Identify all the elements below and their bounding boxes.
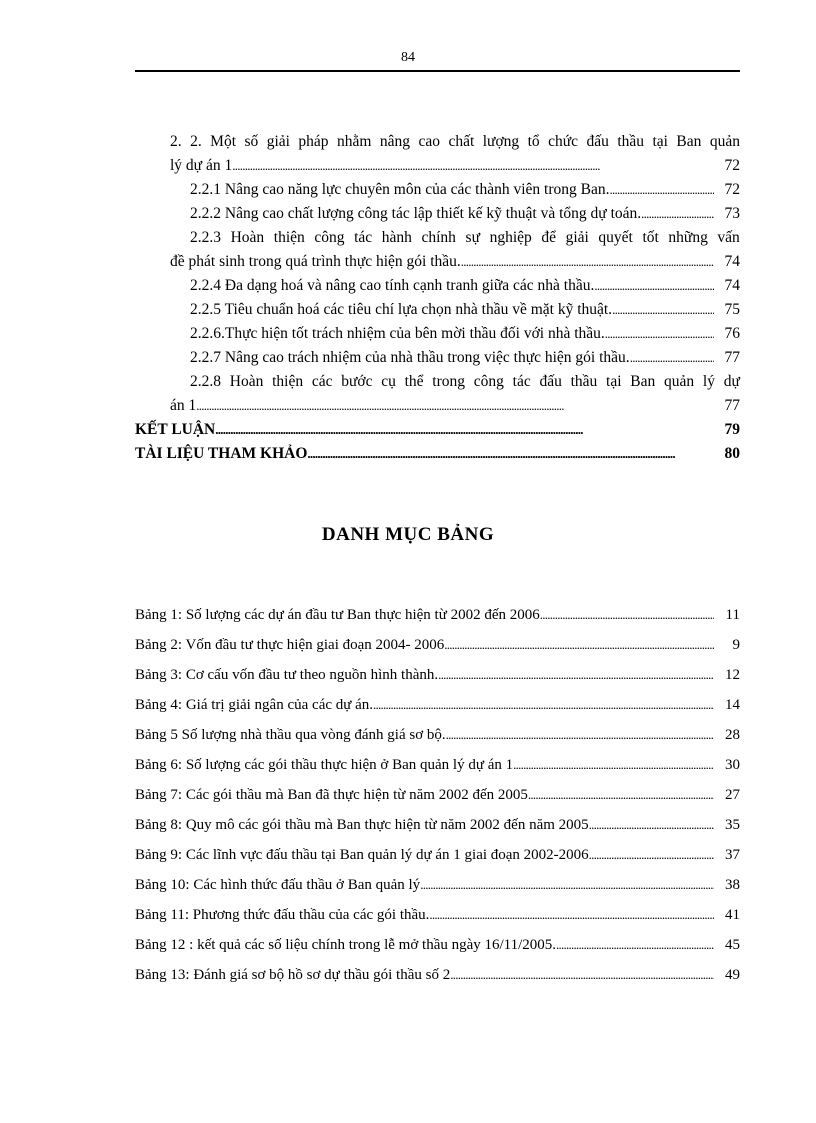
toc-entry-title: 2.2.1 Nâng cao năng lực chuyên môn của các thành viên trong Ban. — [190, 181, 610, 198]
toc-word: những — [668, 229, 708, 246]
table-list-title: Bảng 2: Vốn đầu tư thực hiện giai đoạn 2004- 2006 — [135, 637, 445, 653]
toc-entry-title: 2.2.5 Tiêu chuẩn hoá các tiêu chí lựa chọn nhà thầu về mặt kỹ thuật. — [190, 301, 613, 318]
toc-entry-2-2-2 — [135, 202, 740, 226]
table-list-item — [135, 630, 740, 660]
table-list-item — [135, 960, 740, 990]
toc-word: chất — [448, 133, 475, 150]
table-list-page: 11 — [725, 607, 740, 623]
toc-word: số — [244, 133, 259, 150]
table-list-page: 14 — [725, 697, 740, 713]
dot-leader — [612, 298, 714, 322]
dot-leader — [429, 900, 714, 930]
toc-entry-2-2-8-line1 — [135, 370, 740, 394]
table-list-page: 49 — [725, 967, 740, 983]
table-list-title: Bảng 3: Cơ cấu vốn đầu tư theo nguồn hình thành. — [135, 667, 439, 683]
toc-entry-page: 77 — [724, 397, 740, 414]
toc-word: trong — [432, 373, 465, 390]
table-list-item — [135, 720, 740, 750]
header-rule — [135, 70, 740, 72]
toc-word: các — [311, 373, 333, 390]
toc-entry-2-2-7 — [135, 346, 740, 370]
toc-entry-title: 2.2.4 Đa dạng hoá và nâng cao tính cạnh tranh giữa các nhà thầu. — [190, 277, 595, 294]
dot-leader — [556, 930, 714, 960]
dot-leader — [609, 178, 714, 202]
table-list-title: Bảng 6: Số lượng các gói thầu thực hiện ở Ban quản lý dự án 1 — [135, 757, 514, 773]
toc-word: tổ — [527, 133, 540, 150]
dot-leader — [589, 840, 714, 870]
toc-entry-title: đề phát sinh trong quá trình thực hiện gói thầu. — [170, 253, 461, 270]
toc-entry-2-2-1 — [135, 178, 740, 202]
table-list-title: Bảng 13: Đánh giá sơ bộ hồ sơ dự thầu gói thầu số 2 — [135, 967, 451, 983]
toc-entry-page: 77 — [724, 349, 740, 366]
toc-word: 2.2.3 — [190, 229, 221, 246]
toc-entry-title: KẾT LUẬN — [135, 421, 216, 438]
table-list-title: Bảng 1: Số lượng các dự án đầu tư Ban thực hiện từ 2002 đến 2006 — [135, 607, 540, 623]
toc-entry-page: 79 — [724, 421, 740, 438]
toc-word: đấu — [586, 133, 609, 150]
toc-word: công — [314, 229, 345, 246]
dot-leader — [540, 600, 714, 630]
toc-entry-page: 72 — [724, 157, 740, 174]
dot-leader — [444, 630, 714, 660]
toc-word: đấu — [539, 373, 562, 390]
table-list-page: 12 — [725, 667, 740, 683]
toc-word: tác — [354, 229, 373, 246]
toc-word: nghiệp — [489, 229, 532, 246]
list-of-tables — [135, 600, 740, 990]
dot-leader — [605, 322, 714, 346]
toc-word: vấn — [717, 229, 740, 246]
toc-word: lượng — [482, 133, 520, 150]
table-list-item — [135, 930, 740, 960]
toc-entry-title: án 1 — [170, 397, 197, 414]
table-list-item — [135, 660, 740, 690]
dot-leader — [232, 154, 714, 178]
dot-leader — [373, 690, 714, 720]
toc-word: Ban — [630, 373, 656, 390]
table-list-item — [135, 600, 740, 630]
toc-entry-2-2-4 — [135, 274, 740, 298]
table-list-page: 38 — [725, 877, 740, 893]
dot-leader — [215, 418, 714, 442]
dot-leader — [461, 250, 714, 274]
dot-leader — [196, 394, 714, 418]
dot-leader — [438, 660, 714, 690]
toc-entry-page: 73 — [724, 205, 740, 222]
table-list-page: 37 — [725, 847, 740, 863]
table-list-title: Bảng 11: Phương thức đấu thầu của các gói thầu. — [135, 907, 430, 923]
table-list-page: 45 — [725, 937, 740, 953]
toc-word: chức — [548, 133, 579, 150]
toc-word: tại — [606, 373, 622, 390]
table-list-page: 9 — [732, 637, 740, 653]
toc-word: lý — [702, 373, 715, 390]
table-list-item — [135, 690, 740, 720]
toc-entry-2-2-3-line1 — [135, 226, 740, 250]
table-list-title: Bảng 10: Các hình thức đấu thầu ở Ban quản lý — [135, 877, 421, 893]
dot-leader — [528, 780, 714, 810]
toc-word: thể — [404, 373, 424, 390]
toc-word: công — [473, 373, 504, 390]
table-list-page: 35 — [725, 817, 740, 833]
toc-entry-2-2-8-line2 — [135, 394, 740, 418]
table-of-contents — [135, 130, 740, 466]
toc-entry-title: 2.2.7 Nâng cao trách nhiệm của nhà thầu trong việc thực hiện gói thầu. — [190, 349, 630, 366]
table-list-title: Bảng 5 Số lượng nhà thầu qua vòng đánh giá sơ bộ. — [135, 727, 446, 743]
table-list-item — [135, 870, 740, 900]
toc-entry-2-2-line1 — [135, 130, 740, 154]
dot-leader — [630, 346, 714, 370]
page-number: 84 — [401, 50, 415, 65]
toc-word: quản — [664, 373, 695, 390]
toc-entry-2-2-3-line2 — [135, 250, 740, 274]
toc-word: Hoàn — [230, 229, 265, 246]
toc-word: 2.2.8 — [190, 373, 221, 390]
toc-word: cụ — [381, 373, 396, 390]
table-list-page: 28 — [725, 727, 740, 743]
table-list-item — [135, 750, 740, 780]
dot-leader — [641, 202, 714, 226]
section-title: DANH MỤC BẢNG — [321, 524, 495, 545]
toc-entry-title: lý dự án 1 — [170, 157, 233, 174]
toc-word: bước — [341, 373, 373, 390]
toc-word: pháp — [298, 133, 329, 150]
toc-word: quản — [709, 133, 740, 150]
toc-entry-ket-luan — [135, 418, 740, 442]
toc-entry-title: 2.2.2 Nâng cao chất lượng công tác lập thiết kế kỹ thuật và tổng dự toán. — [190, 205, 642, 222]
toc-word: tại — [652, 133, 668, 150]
table-list-title: Bảng 4: Giá trị giải ngân của các dự án. — [135, 697, 374, 713]
toc-word: tác — [512, 373, 531, 390]
toc-word: 2. — [190, 133, 202, 150]
dot-leader — [594, 274, 714, 298]
table-list-title: Bảng 9: Các lĩnh vực đấu thầu tại Ban quản lý dự án 1 giai đoạn 2002-2006 — [135, 847, 589, 863]
toc-word: tốt — [642, 229, 659, 246]
toc-word: Ban — [676, 133, 702, 150]
toc-entry-title: TÀI LIỆU THAM KHẢO — [135, 445, 308, 462]
toc-word: thiện — [272, 373, 304, 390]
toc-word: hành — [381, 229, 412, 246]
table-list-page: 41 — [725, 907, 740, 923]
toc-word: giải — [565, 229, 589, 246]
toc-entry-2-2-5 — [135, 298, 740, 322]
toc-word: thầu — [570, 373, 598, 390]
table-list-page: 30 — [725, 757, 740, 773]
toc-word: Hoàn — [229, 373, 264, 390]
dot-leader — [446, 720, 714, 750]
toc-entry-2-2-line2 — [135, 154, 740, 178]
toc-entry-page: 80 — [724, 445, 740, 462]
table-list-item — [135, 810, 740, 840]
toc-entry-page: 76 — [724, 325, 740, 342]
toc-word: để — [541, 229, 556, 246]
toc-word: quyết — [598, 229, 633, 246]
toc-entry-page: 74 — [724, 253, 740, 270]
toc-word: cao — [418, 133, 440, 150]
dot-leader — [450, 960, 714, 990]
toc-word: sự — [465, 229, 480, 246]
table-list-item — [135, 780, 740, 810]
dot-leader — [420, 870, 714, 900]
dot-leader — [307, 442, 714, 466]
toc-entry-page: 72 — [724, 181, 740, 198]
table-list-page: 27 — [725, 787, 740, 803]
table-list-title: Bảng 7: Các gói thầu mà Ban đã thực hiện từ năm 2002 đến 2005 — [135, 787, 528, 803]
toc-word: thầu — [617, 133, 645, 150]
toc-word: Một — [210, 133, 236, 150]
table-list-item — [135, 840, 740, 870]
toc-word: giải — [266, 133, 290, 150]
toc-word: nâng — [379, 133, 411, 150]
table-list-title: Bảng 8: Quy mô các gói thầu mà Ban thực hiện từ năm 2002 đến năm 2005 — [135, 817, 589, 833]
table-list-item — [135, 900, 740, 930]
table-list-title: Bảng 12 : kết quả các số liệu chính trong lễ mở thầu ngày 16/11/2005. — [135, 937, 557, 953]
toc-entry-title: 2.2.6.Thực hiện tốt trách nhiệm của bên mời thầu đối với nhà thầu. — [190, 325, 605, 342]
toc-word: 2. — [170, 133, 182, 150]
toc-entry-tai-lieu — [135, 442, 740, 466]
toc-word: nhằm — [337, 133, 372, 150]
dot-leader — [589, 810, 714, 840]
toc-entry-2-2-6 — [135, 322, 740, 346]
toc-entry-page: 75 — [724, 301, 740, 318]
dot-leader — [513, 750, 714, 780]
toc-word: thiện — [273, 229, 305, 246]
toc-word: chính — [421, 229, 456, 246]
toc-entry-page: 74 — [724, 277, 740, 294]
toc-word: dự — [723, 373, 740, 390]
